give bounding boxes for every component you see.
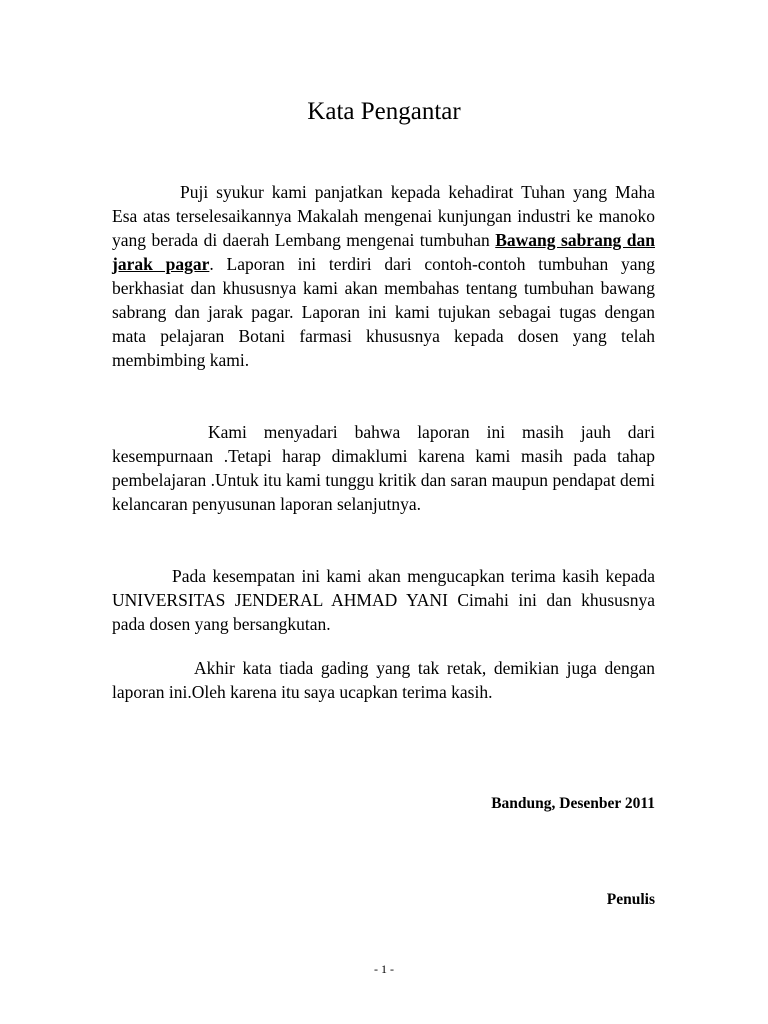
author-signature: Penulis <box>606 891 655 908</box>
paragraph-3: Pada kesempatan ini kami akan mengucapkan terima kasih kepada UNIVERSITAS JENDERAL AHMAD YANI Cimahi ini dan khususnya pada dosen yang bersangkutan. <box>112 566 655 634</box>
paragraph-1 <box>112 180 655 372</box>
place-date: Bandung, Desenber 2011 <box>491 795 655 812</box>
paragraph-2: Kami menyadari bahwa laporan ini masih jauh dari kesempurnaan .Tetapi harap dimaklumi karena kami masih pada tahap pembelajaran .Untuk itu kami tunggu kritik dan saran maupun pendapat demi kelancaran penyusunan laporan selanjutnya. <box>112 422 655 514</box>
paragraph-1-text-after: . Laporan ini terdiri dari contoh-contoh tumbuhan yang berkhasiat dan khususnya kami akan membahas tentang tumbuhan bawang sabrang dan jarak pagar. Laporan ini kami tujukan sebagai tugas dengan mata pelajaran Botani farmasi khususnya kepada dosen yang telah membimbing kami. <box>112 254 655 370</box>
plant-names-emphasis: Bawang sabrang dan jarak pagar <box>112 230 655 274</box>
paragraph-4: Akhir kata tiada gading yang tak retak, demikian juga dengan laporan ini.Oleh karena itu saya ucapkan terima kasih. <box>112 658 655 702</box>
page-title: Kata Pengantar <box>307 98 461 125</box>
paragraph-1-text-before: Puji syukur kami panjatkan kepada kehadirat Tuhan yang Maha Esa atas terselesaikannya Makalah mengenai kunjungan industri ke manoko yang berada di daerah Lembang mengenai tumbuhan <box>112 182 655 250</box>
page-number: - 1 - <box>374 962 394 976</box>
